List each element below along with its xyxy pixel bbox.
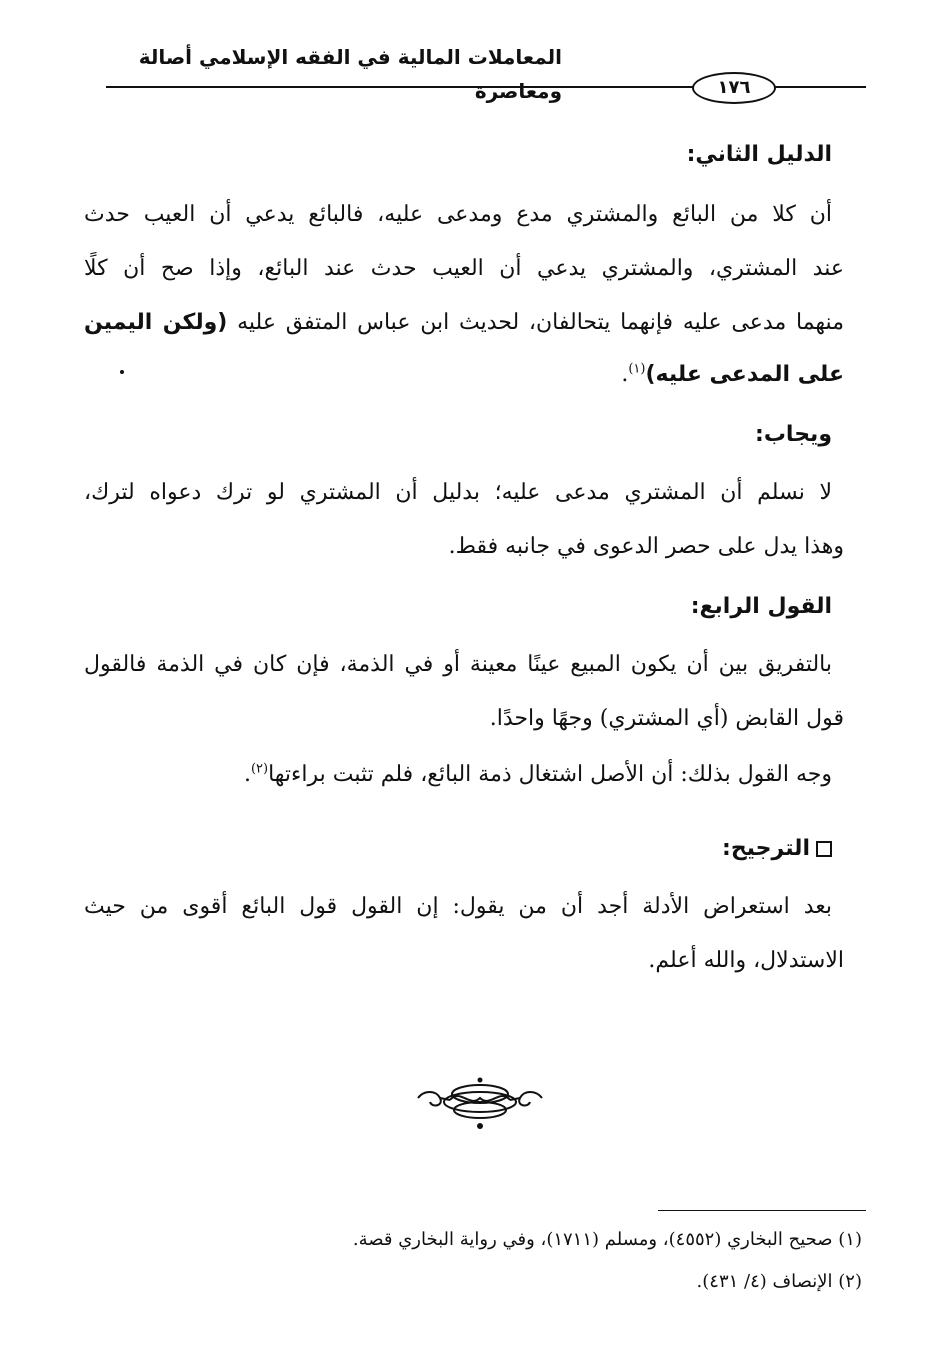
line-text: وجه القول بذلك: أن الأصل اشتغال ذمة البائع، فلم تثبت براءتها xyxy=(268,762,832,787)
paragraph-line xyxy=(84,748,832,802)
footnote-separator xyxy=(658,1210,866,1211)
heading-fourth-opinion: القول الرابع: xyxy=(690,594,832,619)
paragraph-line xyxy=(84,296,844,350)
heading-tarjih-label: الترجيح: xyxy=(722,836,810,861)
square-bullet-icon xyxy=(816,841,832,857)
paragraph-line: الاستدلال، والله أعلم. xyxy=(648,948,844,973)
paragraph-line: وهذا يدل على حصر الدعوى في جانبه فقط. xyxy=(448,534,844,559)
paragraph-line: لا نسلم أن المشتري مدعى عليه؛ بدليل أن المشتري لو ترك دعواه لترك، xyxy=(84,480,832,505)
heading-second-evidence: الدليل الثاني: xyxy=(686,142,832,167)
line-end: . xyxy=(243,762,251,787)
paragraph-line xyxy=(84,348,844,402)
paragraph-line: بعد استعراض الأدلة أجد أن من يقول: إن القول قول البائع أقوى من حيث xyxy=(84,894,832,919)
paragraph-line: عند المشتري، والمشتري يدعي أن العيب حدث عند البائع، وإذا صح أن كلًا xyxy=(84,256,844,281)
line-end: . xyxy=(621,362,629,387)
stray-dot xyxy=(120,370,124,374)
paragraph-line: قول القابض (أي المشتري) وجهًا واحدًا. xyxy=(489,706,844,731)
paragraph-line: أن كلا من البائع والمشتري مدع ومدعى عليه، فالبائع يدعي أن العيب حدث xyxy=(84,202,832,227)
footnote-ref-1[interactable]: (١) xyxy=(628,361,646,377)
heading-tarjih xyxy=(722,822,832,876)
running-header-title: المعاملات المالية في الفقه الإسلامي أصالة ومعاصرة xyxy=(138,45,562,103)
floral-divider-ornament-icon xyxy=(410,1072,550,1132)
line-text: منهما مدعى عليه فإنهما يتحالفان، لحديث ابن عباس المتفق عليه xyxy=(227,310,844,335)
footnote-1: (١) صحيح البخاري (٤٥٥٢)، ومسلم (١٧١١)، وفي رواية البخاري قصة. xyxy=(352,1229,862,1250)
hadith-quote-start: (ولكن اليمين xyxy=(84,310,228,335)
footnote-ref-2[interactable]: (٢) xyxy=(250,761,269,777)
footnote-2: (٢) الإنصاف (٤/ ٤٣١). xyxy=(696,1271,862,1292)
page-number: ١٧٦ xyxy=(692,72,776,104)
paragraph-line: بالتفريق بين أن يكون المبيع عينًا معينة أو في الذمة، فإن كان في الذمة فالقول xyxy=(84,652,832,677)
heading-reply: ويجاب: xyxy=(755,422,832,447)
hadith-quote-end: على المدعى عليه) xyxy=(645,362,844,387)
